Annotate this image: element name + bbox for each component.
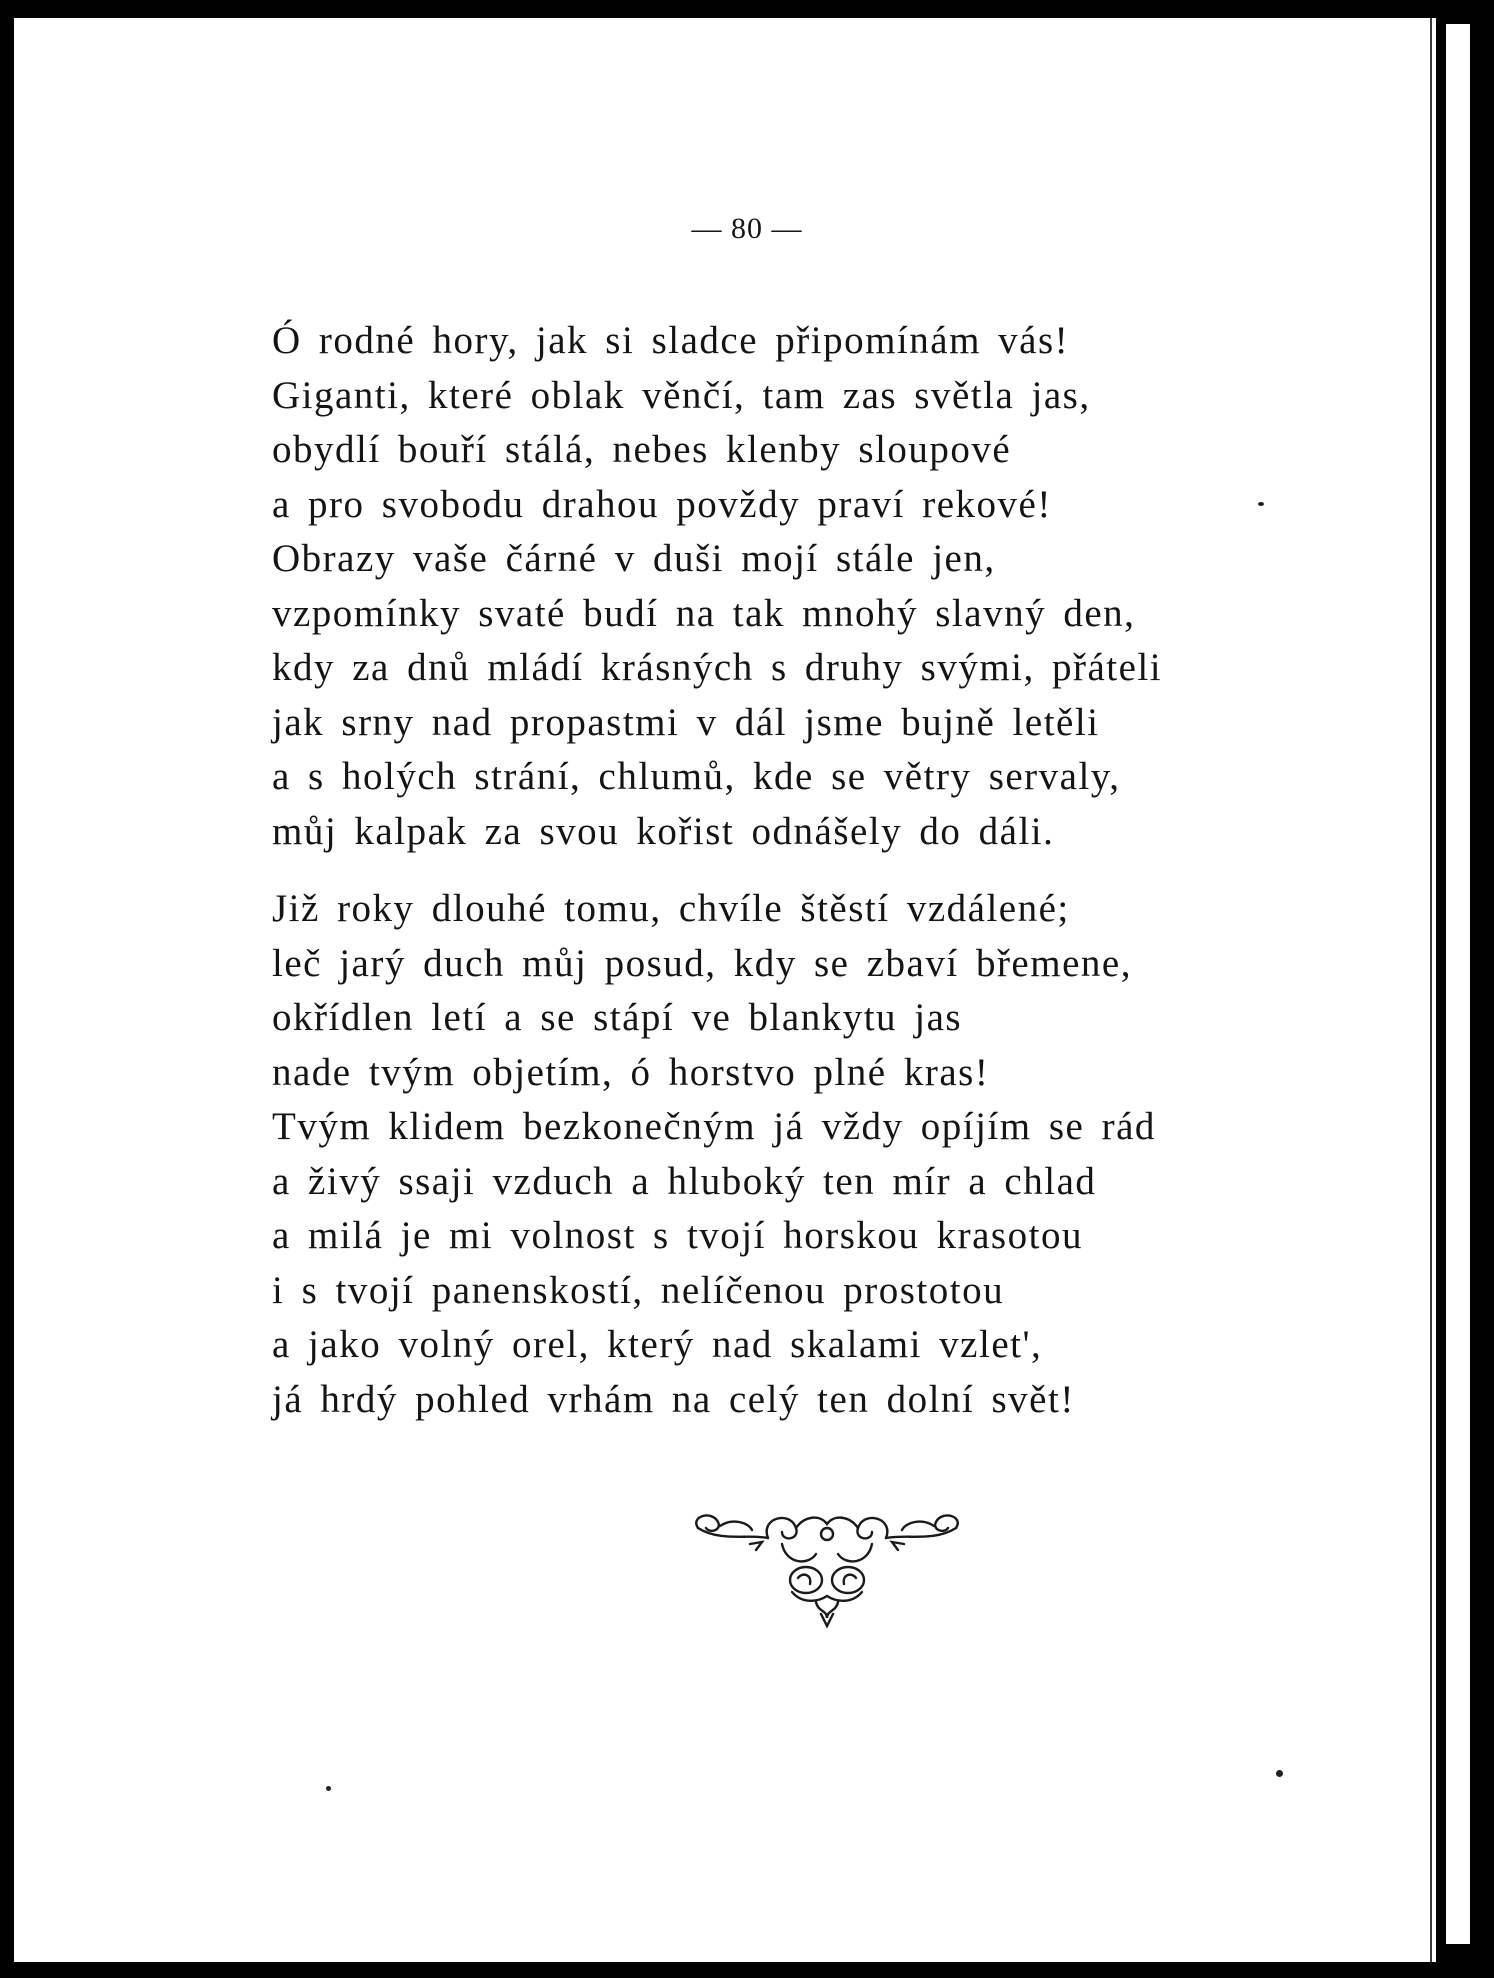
poem-line: i s tvojí panenskostí, nelíčenou prostotou <box>272 1268 1005 1312</box>
floral-vignette-icon <box>690 1508 964 1628</box>
poem-line: a pro svobodu drahou povždy praví rekové! <box>272 482 1052 526</box>
poem-line: okřídlen letí a se stápí ve blankytu jas <box>272 996 963 1039</box>
poem-line: kdy za dnů mládí krásných s druhy svými, přáteli <box>272 646 1163 689</box>
poem-line: Již roky dlouhé tomu, chvíle štěstí vzdálené; <box>272 887 1070 930</box>
poem-line: a jako volný orel, který nad skalami vzlet', <box>272 1323 1043 1366</box>
poem-line: vzpomínky svaté budí na tak mnohý slavný den, <box>272 591 1136 635</box>
scan-border-bottom <box>0 1962 1494 1978</box>
scan-speck <box>1258 502 1264 506</box>
scan-border-left <box>0 0 14 1978</box>
poem-line: nade tvým objetím, ó horstvo plné kras! <box>272 1050 990 1094</box>
page-number: — 80 — <box>691 212 803 245</box>
poem-line: jak srny nad propastmi v dál jsme bujně letěli <box>272 700 1100 744</box>
page-edge-line <box>1430 18 1432 1962</box>
poem-line: obydlí bouří stálá, nebes klenby sloupové <box>272 428 1012 471</box>
poem-line: můj kalpak za svou kořist odnášely do dáli. <box>272 809 1055 853</box>
poem-line: Obrazy vaše čárné v duši mojí stále jen, <box>272 537 996 580</box>
poem-stanza-2 <box>272 882 1292 1427</box>
poem-line: Giganti, které oblak věnčí, tam zas světla jas, <box>272 373 1091 417</box>
poem-line: a živý ssaji vzduch a hluboký ten mír a chlad <box>272 1159 1097 1203</box>
poem-line: Tvým klidem bezkonečným já vždy opíjím se rád <box>272 1105 1156 1148</box>
poem-line: leč jarý duch můj posud, kdy se zbaví břemene, <box>272 941 1132 985</box>
poem-line: a s holých strání, chlumů, kde se větry servaly, <box>272 755 1121 798</box>
poem-stanza-1 <box>272 314 1292 859</box>
scan-border-top <box>0 0 1494 18</box>
poem-line: Ó rodné hory, jak si sladce připomínám vás! <box>272 319 1070 362</box>
scan-speck <box>1276 1770 1283 1777</box>
poem-line: a milá je mi volnost s tvojí horskou krasotou <box>272 1214 1083 1257</box>
scan-border-right-gap <box>1446 24 1470 1944</box>
poem-line: já hrdý pohled vrhám na celý ten dolní svět! <box>272 1377 1075 1421</box>
scan-speck <box>326 1786 331 1791</box>
